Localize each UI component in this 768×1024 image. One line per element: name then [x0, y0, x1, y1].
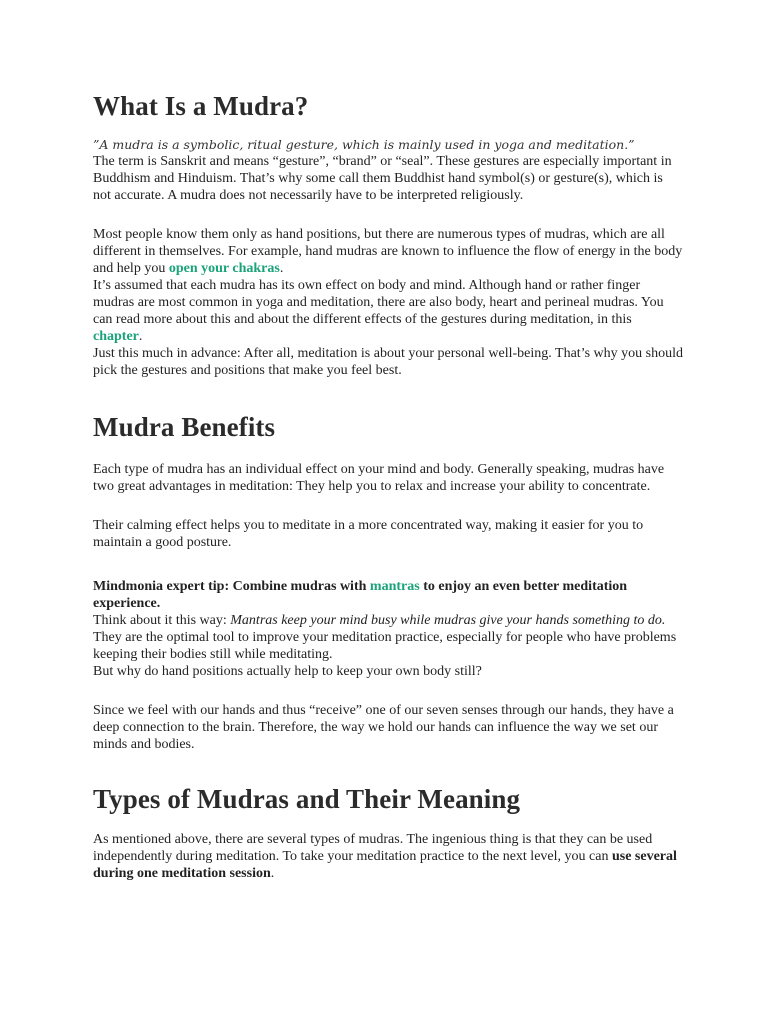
paragraph: Just this much in advance: After all, meditation is about your personal well-being. That’s why you should pick the gestures and positions that make you feel best. [93, 346, 683, 378]
paragraph: Since we feel with our hands and thus “receive” one of our seven senses through our hands, they have a deep connection to the brain. Therefore, the way we hold our hands can influence the way we set our minds and bodies. [93, 703, 674, 752]
paragraph: Think about it this way: Mantras keep your mind busy while mudras give your hands something to do. They are the optimal tool to improve your meditation practice, especially for people who have problems keeping their bodies still while meditating. [93, 613, 677, 662]
paragraph: Most people know them only as hand positions, but there are numerous types of mudras, which are all different in themselves. For example, hand mudras are known to influence the flow of energy in the body and help you open your chakras. [93, 227, 683, 276]
expert-tip: Mindmonia expert tip: Combine mudras with mantras to enjoy an even better meditation experience. [93, 579, 628, 611]
open-your-chakras-link[interactable]: open your chakras [168, 261, 280, 276]
heading-mudra-benefits: Mudra Benefits [93, 412, 276, 442]
chapter-link[interactable]: chapter [93, 329, 139, 344]
heading-what-is-a-mudra: What Is a Mudra? [93, 91, 309, 121]
heading-types-of-mudras: Types of Mudras and Their Meaning [93, 784, 521, 814]
paragraph: Each type of mudra has an individual effect on your mind and body. Generally speaking, mudras have two great advantages in meditation: They help you to relax and increase your ability to concentrate. [93, 462, 665, 494]
paragraph: It’s assumed that each mudra has its own effect on body and mind. Although hand or rather finger mudras are most common in yoga and meditation, there are also body, heart and perineal mudras. You can read more about this and about the different effects of the gestures during meditation, in this chapter. [93, 278, 664, 344]
paragraph: As mentioned above, there are several types of mudras. The ingenious thing is that they can be used independently during meditation. To take your meditation practice to the next level, you can use several during one meditation session. [93, 832, 677, 881]
paragraph: But why do hand positions actually help to keep your own body still? [93, 664, 482, 679]
paragraph: Their calming effect helps you to meditate in a more concentrated way, making it easier for you to maintain a good posture. [93, 518, 644, 550]
mantras-link[interactable]: mantras [369, 579, 420, 594]
mudra-definition-quote: ”A mudra is a symbolic, ritual gesture, which is mainly used in yoga and meditation.” [93, 137, 635, 152]
article-body [93, 88, 683, 882]
paragraph: The term is Sanskrit and means “gesture”, “brand” or “seal”. These gestures are especially important in Buddhism and Hinduism. That’s why some call them Buddhist hand symbol(s) or gesture(s), which is not accurate. A mudra does not necessarily have to be interpreted religiously. [93, 154, 672, 203]
